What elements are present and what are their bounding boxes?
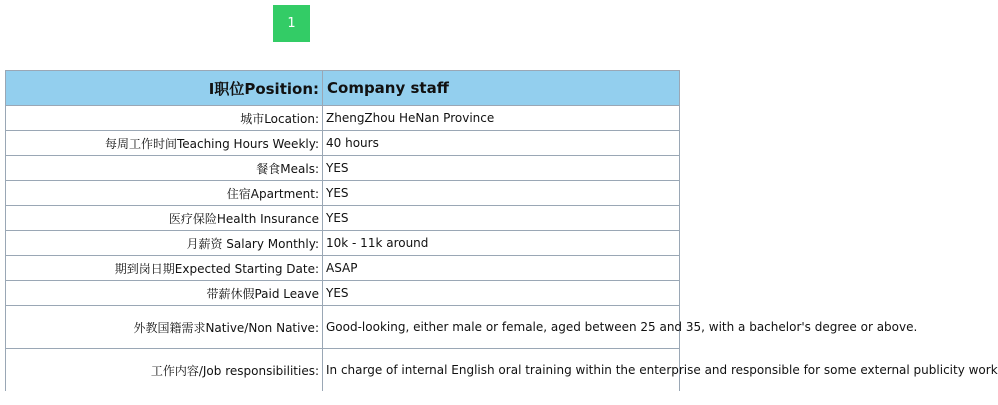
row-label: 城市Location: <box>6 106 323 131</box>
row-label: 月薪资 Salary Monthly: <box>6 231 323 256</box>
position-label: I职位Position: <box>6 71 323 106</box>
position-value: Company staff <box>323 71 680 106</box>
table-row-apartment <box>6 181 680 206</box>
table-row-salary <box>6 231 680 256</box>
row-label: 工作内容/Job responsibilities: <box>6 349 323 392</box>
row-value: 40 hours <box>323 131 680 156</box>
table-header-row <box>6 71 680 106</box>
row-value: YES <box>323 156 680 181</box>
row-value: YES <box>323 281 680 306</box>
table-row-paid-leave <box>6 281 680 306</box>
table-row-location <box>6 106 680 131</box>
row-value: In charge of internal English oral training within the enterprise and responsible for some external publicity work <box>323 349 680 392</box>
row-value: 10k - 11k around <box>323 231 680 256</box>
row-label: 外教国籍需求Native/Non Native: <box>6 306 323 349</box>
row-value: ASAP <box>323 256 680 281</box>
page-number-badge[interactable]: 1 <box>273 5 310 42</box>
table-row-responsibilities <box>6 349 680 392</box>
row-label: 期到岗日期Expected Starting Date: <box>6 256 323 281</box>
table-row-hours <box>6 131 680 156</box>
row-label: 住宿Apartment: <box>6 181 323 206</box>
row-value: Good-looking, either male or female, aged between 25 and 35, with a bachelor's degree or above. <box>323 306 680 349</box>
table-row-nationality <box>6 306 680 349</box>
table-row-insurance <box>6 206 680 231</box>
row-label: 医疗保险Health Insurance <box>6 206 323 231</box>
row-label: 餐食Meals: <box>6 156 323 181</box>
table-row-start-date <box>6 256 680 281</box>
row-label: 带薪休假Paid Leave <box>6 281 323 306</box>
row-label: 每周工作时间Teaching Hours Weekly: <box>6 131 323 156</box>
job-info-table <box>5 70 998 391</box>
row-value: YES <box>323 206 680 231</box>
row-value: YES <box>323 181 680 206</box>
row-value: ZhengZhou HeNan Province <box>323 106 680 131</box>
table-row-meals <box>6 156 680 181</box>
